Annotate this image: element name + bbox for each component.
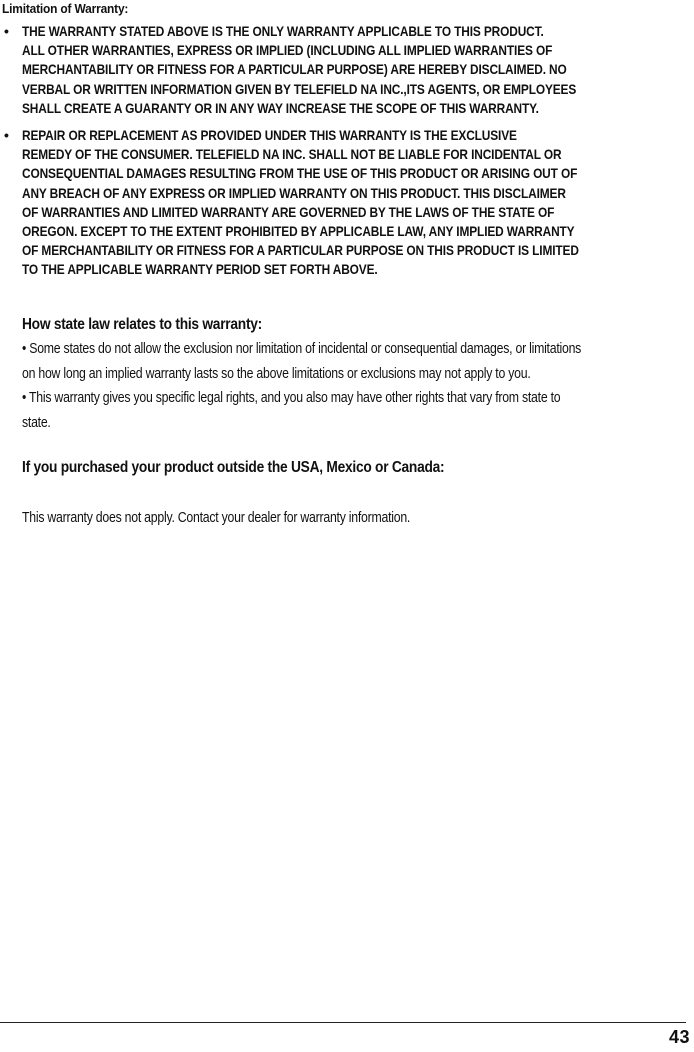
bullet-marker: • xyxy=(4,127,9,143)
text-line: THE WARRANTY STATED ABOVE IS THE ONLY WARRANTY APPLICABLE TO THIS PRODUCT. xyxy=(22,24,544,39)
text-line: OREGON. EXCEPT TO THE EXTENT PROHIBITED BY APPLICABLE LAW, ANY IMPLIED WARRANTY xyxy=(22,223,575,239)
outside-usa-body xyxy=(22,506,694,531)
state-law-title: How state law relates to this warranty: xyxy=(22,316,262,333)
text-line: CONSEQUENTIAL DAMAGES RESULTING FROM THE USE OF THIS PRODUCT OR ARISING OUT OF xyxy=(22,166,578,182)
bullet-marker: • xyxy=(4,23,9,39)
limitation-bullet-2 xyxy=(0,126,694,286)
text-line: This warranty does not apply. Contact your dealer for warranty information. xyxy=(22,509,411,526)
text-line: MERCHANTABILITY OR FITNESS FOR A PARTICULAR PURPOSE) ARE HEREBY DISCLAIMED. NO xyxy=(22,62,567,78)
bullet-text xyxy=(22,22,694,118)
limitation-bullet-1 xyxy=(0,22,694,122)
text-line: ALL OTHER WARRANTIES, EXPRESS OR IMPLIED (INCLUDING ALL IMPLIED WARRANTIES OF xyxy=(22,43,553,59)
text-line: • This warranty gives you specific legal rights, and you also may have other rights that vary from state to xyxy=(22,389,561,406)
text-line: SHALL CREATE A GUARANTY OR IN ANY WAY INCREASE THE SCOPE OF THIS WARRANTY. xyxy=(22,100,539,116)
state-law-body xyxy=(22,337,694,435)
text-line: REPAIR OR REPLACEMENT AS PROVIDED UNDER THIS WARRANTY IS THE EXCLUSIVE xyxy=(22,128,517,143)
text-line: VERBAL OR WRITTEN INFORMATION GIVEN BY TELEFIELD NA INC.,ITS AGENTS, OR EMPLOYEES xyxy=(22,81,577,97)
bullet-text xyxy=(22,126,694,280)
text-line: OF WARRANTIES AND LIMITED WARRANTY ARE GOVERNED BY THE LAWS OF THE STATE OF xyxy=(22,204,555,220)
footer-divider xyxy=(0,1022,686,1023)
text-line: OF MERCHANTABILITY OR FITNESS FOR A PARTICULAR PURPOSE ON THIS PRODUCT IS LIMITED xyxy=(22,243,579,259)
text-line: on how long an implied warranty lasts so the above limitations or exclusions may not apply to you. xyxy=(22,364,531,382)
outside-usa-title: If you purchased your product outside the USA, Mexico or Canada: xyxy=(22,459,445,476)
text-line: state. xyxy=(22,413,51,431)
limitation-heading: Limitation of Warranty: xyxy=(2,1,129,16)
text-line: ANY BREACH OF ANY EXPRESS OR IMPLIED WARRANTY ON THIS PRODUCT. THIS DISCLAIMER xyxy=(22,185,566,201)
text-line: REMEDY OF THE CONSUMER. TELEFIELD NA INC. SHALL NOT BE LIABLE FOR INCIDENTAL OR xyxy=(22,147,562,163)
text-line: TO THE APPLICABLE WARRANTY PERIOD SET FORTH ABOVE. xyxy=(22,262,378,278)
page-number: 43 xyxy=(668,1027,690,1047)
text-line: • Some states do not allow the exclusion nor limitation of incidental or consequential damages, or limitations xyxy=(22,340,582,357)
